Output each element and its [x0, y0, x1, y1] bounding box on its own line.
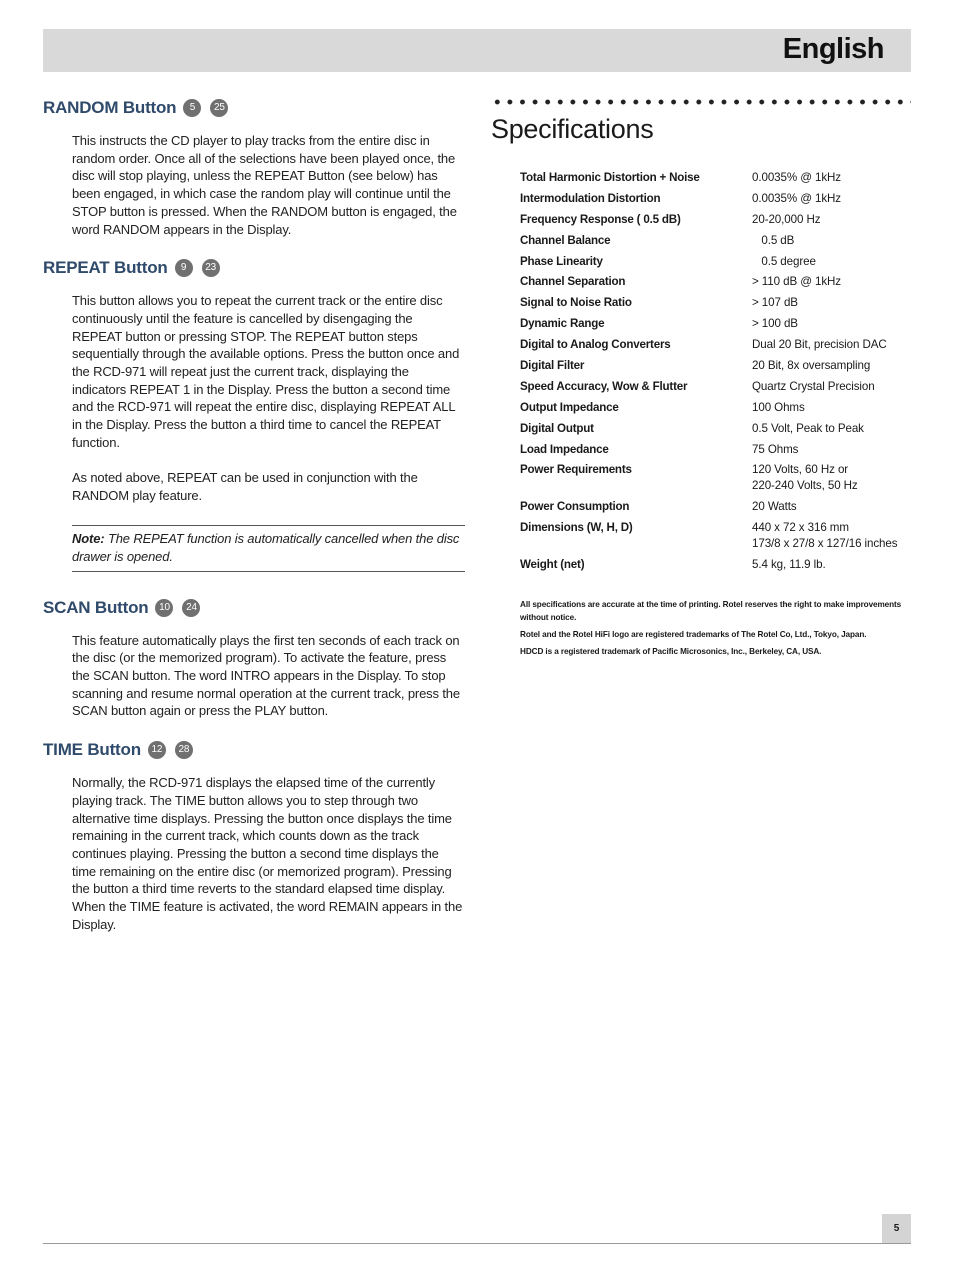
spec-value [752, 462, 911, 499]
spec-value-line: Dual 20 Bit, precision DAC [752, 338, 887, 352]
spec-value-line: 20 Bit, 8x oversampling [752, 359, 871, 373]
page-number: 5 [882, 1214, 911, 1244]
spec-value-line: 440 x 72 x 316 mm [752, 521, 849, 535]
button-descriptions-column [43, 98, 465, 953]
paragraph: This instructs the CD player to play tracks from the entire disc in random order. Once all of the selections have been played once, the disc will stop playing, unless the REPEAT Button (see below) has been engaged, in which case the random play will continue until the STOP button is pressed. When the RANDOM button is engaged, the word RANDOM appears in the Display. [72, 133, 457, 237]
time-button-section [43, 740, 465, 933]
spec-row [520, 233, 911, 254]
spec-value-line: > 110 dB @ 1kHz [752, 275, 842, 289]
repeat-button-section [43, 258, 465, 571]
specification-footnotes [520, 598, 911, 662]
spec-label: Load Impedance [520, 442, 609, 456]
spec-row [520, 358, 911, 379]
spec-row [520, 442, 911, 463]
footer-rule [43, 1243, 911, 1244]
note-box [72, 525, 465, 572]
spec-value [752, 358, 911, 379]
spec-label: Dimensions (W, H, D) [520, 521, 633, 535]
reference-badge: 28 [175, 741, 193, 759]
spec-label: Speed Accuracy, Wow & Flutter [520, 379, 688, 393]
spec-label: Power Requirements [520, 463, 632, 477]
spec-value-line: 220-240 Volts, 50 Hz [752, 479, 858, 493]
spec-label: Phase Linearity [520, 254, 603, 268]
spec-value [752, 254, 911, 275]
language-title: English [782, 33, 884, 65]
spec-value-line: > 100 dB [752, 317, 798, 331]
spec-value-line: Quartz Crystal Precision [752, 379, 875, 393]
spec-label: Weight (net) [520, 558, 585, 572]
spec-value [752, 316, 911, 337]
spec-value [752, 379, 911, 400]
spec-value [752, 421, 911, 442]
spec-value [752, 442, 911, 463]
section-body [72, 292, 465, 504]
spec-row [520, 379, 911, 400]
spec-row [520, 254, 911, 275]
section-title: SCAN Button [43, 597, 149, 617]
spec-label: Total Harmonic Distortion + Noise [520, 171, 700, 184]
specifications-title: Specifications [491, 114, 654, 144]
spec-value-line: 5.4 kg, 11.9 lb. [752, 558, 826, 572]
reference-badge: 24 [182, 599, 200, 617]
specifications-column [491, 98, 911, 656]
reference-badge: 9 [175, 259, 193, 277]
reference-badge: 5 [183, 99, 201, 117]
section-heading [43, 258, 465, 278]
reference-badge: 10 [155, 599, 173, 617]
spec-value [752, 499, 911, 520]
spec-label: Digital Output [520, 421, 594, 435]
specifications-table [520, 170, 911, 578]
spec-value-line: 0.5 Volt, Peak to Peak [752, 421, 864, 435]
spec-row [520, 557, 911, 578]
section-title: REPEAT Button [43, 258, 168, 278]
spec-value [752, 170, 911, 191]
note-text: The REPEAT function is automatically cancelled when the disc drawer is opened. [72, 530, 460, 564]
footnote: All specifications are accurate at the time of printing. Rotel reserves the right to make improvements without notice. [520, 600, 902, 622]
spec-label: Intermodulation Distortion [520, 191, 661, 205]
section-title: TIME Button [43, 740, 141, 760]
spec-label: Channel Balance [520, 233, 611, 247]
reference-badge: 23 [202, 259, 220, 277]
spec-value [752, 520, 911, 557]
spec-row [520, 295, 911, 316]
spec-value [752, 295, 911, 316]
scan-button-section [43, 598, 465, 721]
spec-row [520, 274, 911, 295]
section-heading [43, 98, 465, 118]
language-header-bar [43, 29, 911, 72]
spec-row [520, 212, 911, 233]
spec-row [520, 421, 911, 442]
spec-value-line: > 107 dB [752, 296, 798, 310]
random-button-section [43, 98, 465, 238]
spec-row [520, 170, 911, 191]
spec-label: Power Consumption [520, 500, 630, 514]
spec-value [752, 274, 911, 295]
spec-value-line: 75 Ohms [752, 442, 799, 456]
spec-row [520, 191, 911, 212]
spec-value-line: 0.0035% @ 1kHz [752, 191, 841, 205]
spec-value-line: 20 Watts [752, 500, 797, 514]
section-body [72, 774, 465, 933]
footnote: HDCD is a registered trademark of Pacific Microsonics, Inc., Berkeley, CA, USA. [520, 647, 822, 656]
spec-row [520, 462, 911, 499]
footnote: Rotel and the Rotel HiFi logo are registered trademarks of The Rotel Co, Ltd., Tokyo, Japan. [520, 630, 867, 639]
spec-label: Dynamic Range [520, 317, 605, 331]
paragraph: This button allows you to repeat the current track or the entire disc continuously until the feature is cancelled by disengaging the REPEAT button or pressing STOP. The REPEAT button steps sequentially through the available options. Press the button once and the RCD-971 will repeat just the current track, displaying the indicators REPEAT 1 in the Display. Press the button a second time and the RCD-971 will repeat the entire disc, displaying REPEAT ALL in the Display. Press the button a third time to cancel the REPEAT function. [72, 293, 460, 450]
section-heading [43, 598, 465, 618]
spec-value-line: 173/8 x 27/8 x 127/16 inches [752, 537, 898, 551]
spec-value [752, 212, 911, 233]
spec-label: Channel Separation [520, 275, 626, 289]
spec-row [520, 337, 911, 358]
spec-row [520, 316, 911, 337]
spec-label: Digital to Analog Converters [520, 338, 671, 352]
section-title: RANDOM Button [43, 98, 177, 117]
reference-badge: 25 [210, 99, 228, 117]
section-body [72, 632, 465, 721]
spec-value-line: 0.5 dB [752, 233, 795, 247]
section-body [72, 132, 465, 238]
spec-value-line: 0.0035% @ 1kHz [752, 171, 841, 184]
spec-value [752, 233, 911, 254]
spec-value [752, 337, 911, 358]
paragraph: Normally, the RCD-971 displays the elapsed time of the currently playing track. The TIME button allows you to step through two alternative time displays. Pressing the button once displays the time remaining in the current track, which counts down as the track continues playing. Pressing the button a second time displays the time remaining on the entire disc (or memorized program). Pressing the button a third time reverts to the standard elapsed time display. When the TIME feature is activated, the word REMAIN appears in the Display. [72, 775, 463, 932]
spec-value-line: 0.5 degree [752, 254, 816, 268]
spec-row [520, 499, 911, 520]
spec-label: Signal to Noise Ratio [520, 296, 632, 310]
spec-label: Frequency Response ( 0.5 dB) [520, 212, 681, 226]
dotted-divider [491, 98, 911, 106]
spec-value-line: 20-20,000 Hz [752, 212, 821, 226]
spec-row [520, 520, 911, 557]
spec-value-line: 120 Volts, 60 Hz or [752, 463, 849, 477]
spec-value [752, 557, 911, 578]
spec-value [752, 400, 911, 421]
paragraph: This feature automatically plays the first ten seconds of each track on the disc (or the memorized program). To activate the feature, press the SCAN button. The word INTRO appears in the Display. To stop scanning and resume normal operation at the current track, press the SCAN button again or press the PLAY button. [72, 632, 460, 719]
spec-value [752, 191, 911, 212]
reference-badge: 12 [148, 741, 166, 759]
spec-row [520, 400, 911, 421]
note-label: Note: [72, 530, 105, 546]
section-heading [43, 740, 465, 760]
spec-value-line: 100 Ohms [752, 400, 805, 414]
spec-label: Output Impedance [520, 400, 619, 414]
spec-label: Digital Filter [520, 359, 585, 373]
paragraph: As noted above, REPEAT can be used in conjunction with the RANDOM play feature. [72, 470, 418, 503]
